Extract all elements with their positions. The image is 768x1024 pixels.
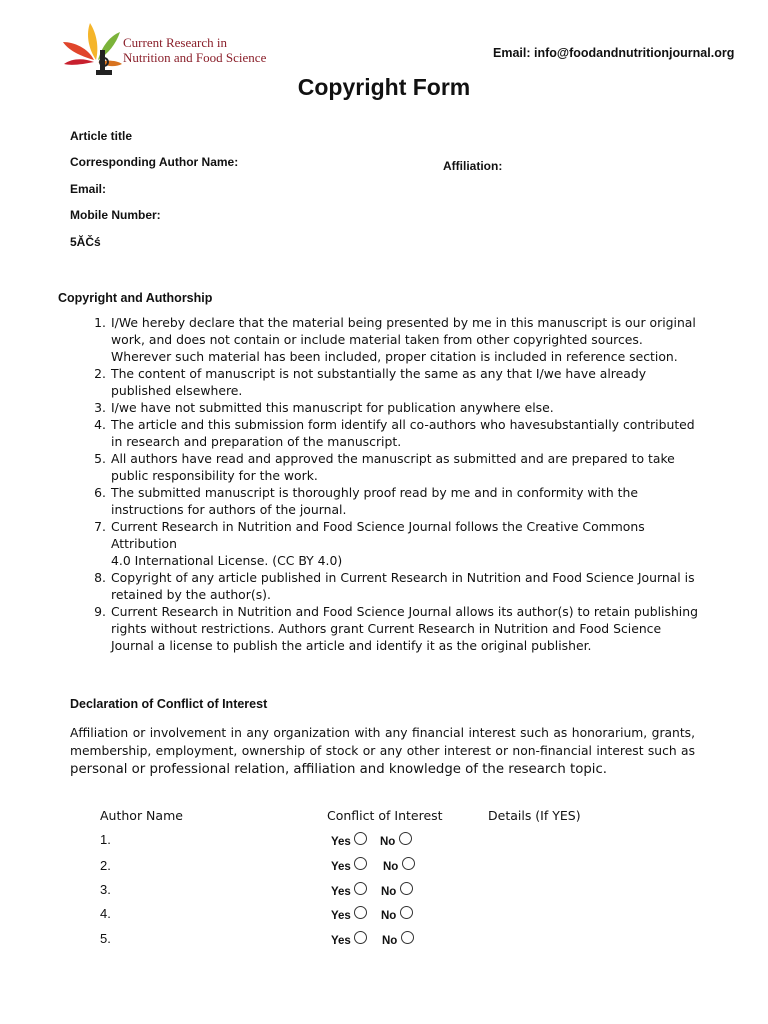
yes-option[interactable]: Yes	[331, 857, 367, 873]
yes-option[interactable]: Yes	[331, 832, 367, 848]
header-email: Email: info@foodandnutritionjournal.org	[493, 46, 735, 60]
row-number: 5.	[100, 931, 111, 946]
row-number: 4.	[100, 906, 111, 921]
yes-option[interactable]: Yes	[331, 906, 367, 922]
list-item: 5. All authors have read and approved the manuscript as submitted and are prepared to take public responsibility for the work.	[94, 451, 675, 483]
no-option[interactable]: No	[381, 882, 413, 898]
yes-radio[interactable]	[354, 906, 367, 919]
yes-option[interactable]: Yes	[331, 931, 367, 947]
yes-radio[interactable]	[354, 882, 367, 895]
yes-radio[interactable]	[354, 931, 367, 944]
no-option[interactable]: No	[381, 906, 413, 922]
email-label: Email:	[70, 182, 107, 196]
yes-option[interactable]: Yes	[331, 882, 367, 898]
list-item: 1. I/We hereby declare that the material being presented by me in this manuscript is our original work, and does not contain or include material taken from other copyrighted sources. Wherever such material has been included, proper citation is included in reference section.	[94, 315, 696, 364]
no-radio[interactable]	[401, 931, 414, 944]
garbled-label: 5ĂČś	[70, 235, 101, 249]
details-header: Details (If YES)	[488, 808, 581, 823]
no-radio[interactable]	[400, 882, 413, 895]
logo-line-1: Current Research in	[123, 35, 227, 50]
copyright-list	[58, 314, 698, 654]
no-option[interactable]: No	[380, 832, 412, 848]
row-number: 2.	[100, 858, 111, 873]
conflict-paragraph: Affiliation or involvement in any organization with any financial interest such as honorarium, grants, membership, employment, ownership of stock or any other interest or non-financial interest such as personal or professional relation, affiliation and knowledge of the research topic.	[70, 726, 695, 777]
conflict-heading: Declaration of Conflict of Interest	[70, 697, 268, 711]
page-title: Copyright Form	[297, 74, 471, 100]
no-option[interactable]: No	[383, 857, 415, 873]
list-item: 3. I/we have not submitted this manuscript for publication anywhere else.	[94, 400, 554, 415]
conflict-paragraph-last: personal or professional relation, affiliation and knowledge of the research topic.	[70, 762, 608, 777]
copyright-heading: Copyright and Authorship	[58, 291, 213, 305]
list-item: 9. Current Research in Nutrition and Food Science Journal allows its author(s) to retain publishing rights without restrictions. Authors grant Current Research in Nutrition and Food Science Journal a license to publish the article and identify it as the original publisher.	[94, 604, 698, 653]
list-item: 4. The article and this submission form identify all co-authors who havesubstantially contributed in research and preparation of the manuscript.	[94, 417, 695, 449]
no-radio[interactable]	[402, 857, 415, 870]
mobile-number-label: Mobile Number:	[70, 208, 161, 222]
no-option[interactable]: No	[382, 931, 414, 947]
no-radio[interactable]	[400, 906, 413, 919]
corresponding-author-label: Corresponding Author Name:	[70, 155, 239, 169]
row-number: 3.	[100, 882, 111, 897]
leaf-icon	[63, 23, 122, 66]
logo-line-2: Nutrition and Food Science	[123, 50, 267, 65]
list-item: 2. The content of manuscript is not substantially the same as any that I/we have already published elsewhere.	[94, 366, 647, 398]
yes-radio[interactable]	[354, 832, 367, 845]
article-title-label: Article title	[70, 129, 133, 143]
yes-radio[interactable]	[354, 857, 367, 870]
list-item: 8. Copyright of any article published in Current Research in Nutrition and Food Science Journal is retained by the author(s).	[94, 570, 695, 602]
row-number: 1.	[100, 832, 111, 847]
list-item: 6. The submitted manuscript is thoroughly proof read by me and in conformity with the instructions for authors of the journal.	[94, 485, 638, 517]
list-item: 7. Current Research in Nutrition and Food Science Journal follows the Creative Commons Attribution 4.0 International License. (CC BY 4.0)	[94, 519, 645, 568]
no-radio[interactable]	[399, 832, 412, 845]
author-name-header: Author Name	[100, 808, 183, 823]
conflict-of-interest-header: Conflict of Interest	[327, 808, 443, 823]
affiliation-label: Affiliation:	[443, 159, 503, 173]
